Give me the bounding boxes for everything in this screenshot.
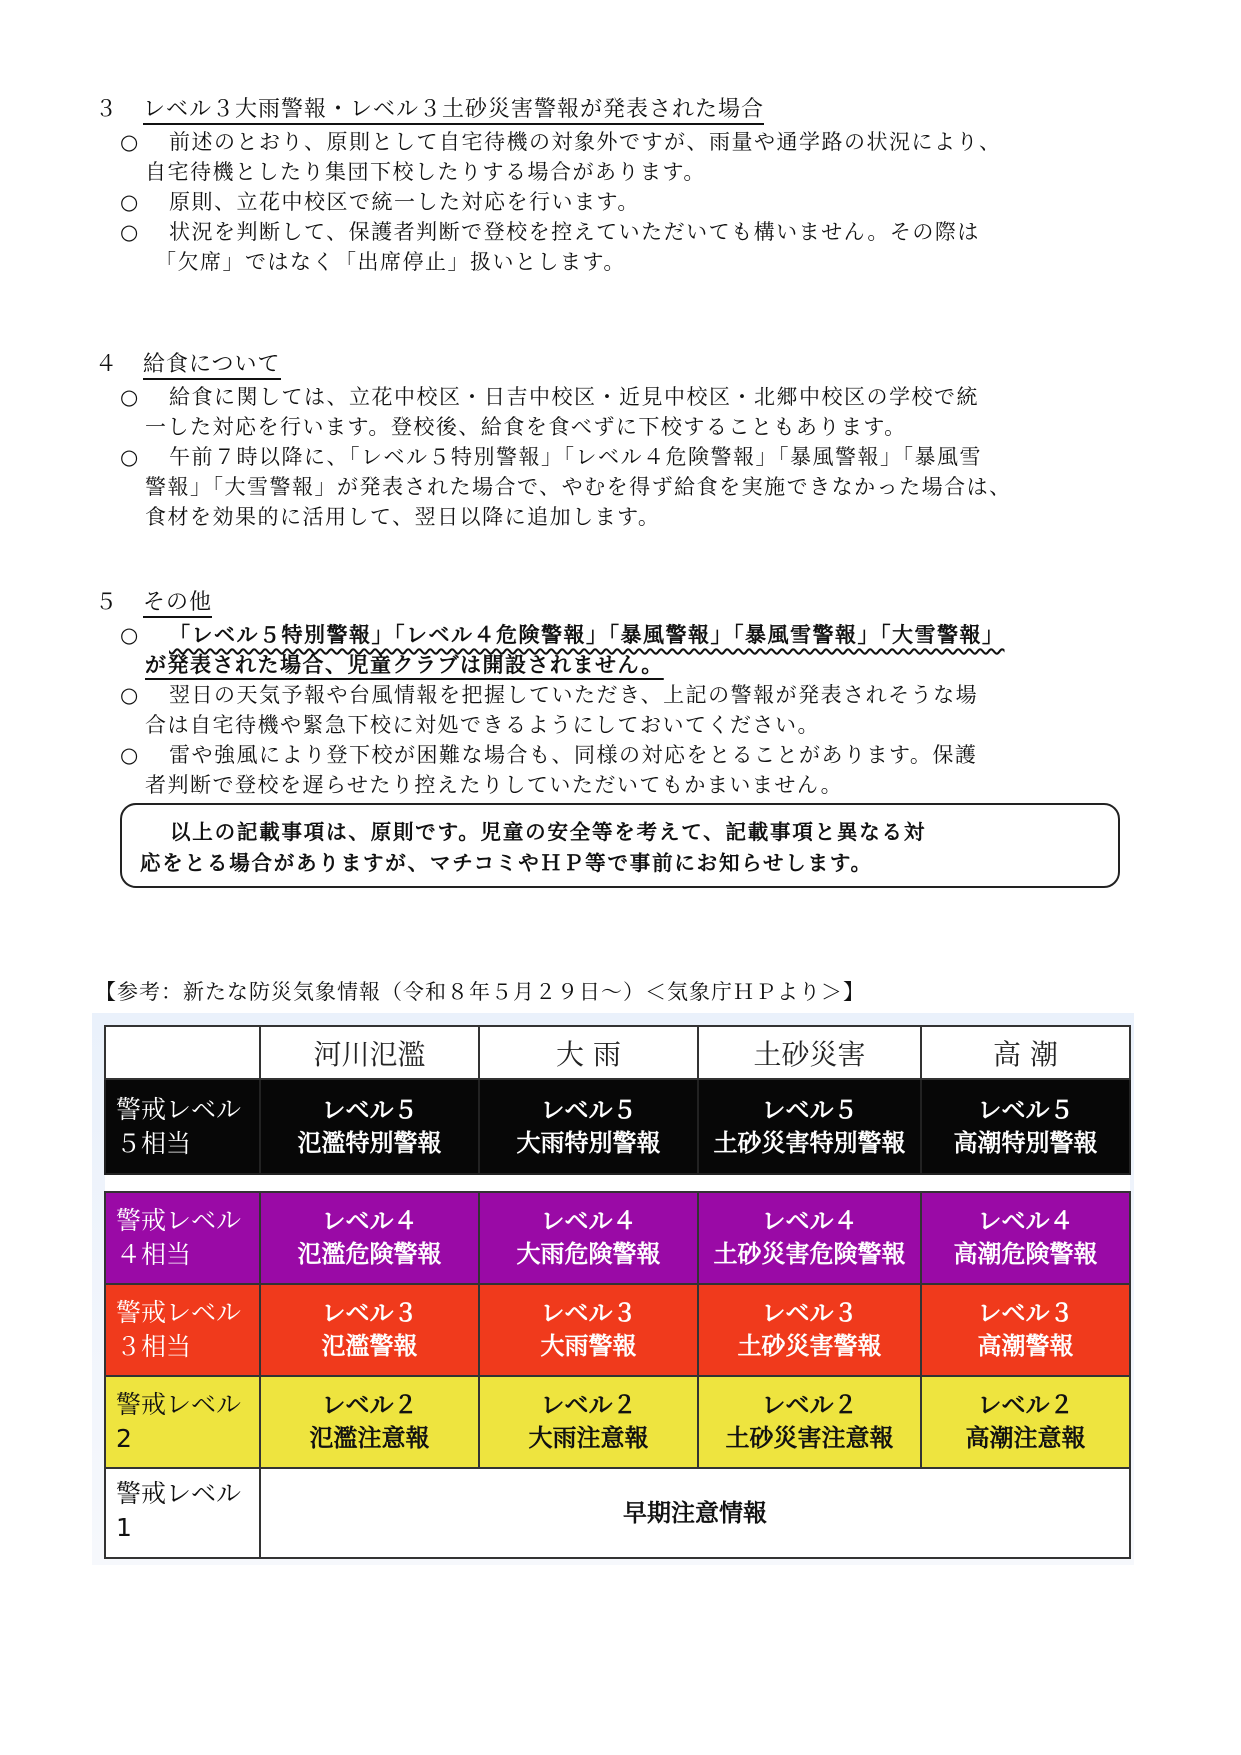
cell-name: 土砂災害警報	[737, 1332, 882, 1360]
section-heading	[95, 588, 1155, 618]
list-item	[95, 620, 1155, 680]
item-line: 「レベル５特別警報」「レベル４危険警報」「暴風警報」「暴風雪警報」「大雪警報」	[169, 622, 1005, 647]
cell-name: 氾濫危険警報	[297, 1240, 442, 1268]
header-cell	[105, 1026, 260, 1079]
section-title: レベル３大雨警報・レベル３土砂災害警報が発表された場合	[143, 97, 764, 125]
table-cell	[698, 1284, 921, 1376]
cell-level: レベル３	[977, 1299, 1074, 1327]
item-line: 前述のとおり、原則として自宅待機の対象外ですが、雨量や通学路の状況により、	[169, 130, 1002, 154]
list-item	[95, 442, 1155, 532]
cell-name: 高潮警報	[977, 1332, 1074, 1360]
header-cell: 高 潮	[921, 1026, 1130, 1079]
table-spacer-row	[105, 1174, 1130, 1192]
cell-level: レベル２	[977, 1391, 1074, 1419]
list-item	[95, 680, 1155, 740]
cell-level: レベル３	[321, 1299, 418, 1327]
section-title: その他	[143, 590, 212, 618]
table-cell	[260, 1079, 479, 1174]
level-sub: 1	[116, 1513, 132, 1542]
cell-name: 氾濫警報	[321, 1332, 418, 1360]
table-cell	[921, 1376, 1130, 1468]
reference-title: 【参考：新たな防災気象情報（令和８年５月２９日～）＜気象庁ＨＰより＞】	[95, 980, 865, 1004]
section-heading	[95, 350, 1155, 380]
header-cell: 河川氾濫	[260, 1026, 479, 1079]
cell-level: レベル５	[540, 1095, 637, 1124]
cell-level: レベル４	[977, 1207, 1074, 1235]
table-cell	[479, 1376, 698, 1468]
table-cell	[698, 1192, 921, 1284]
item-line: 原則、立花中校区で統一した対応を行います。	[169, 190, 640, 214]
cell-level: レベル４	[761, 1207, 858, 1235]
list-item	[95, 187, 1155, 217]
level-label-cell	[105, 1079, 260, 1174]
level-label: 警戒レベル	[116, 1206, 242, 1235]
table-row	[105, 1192, 1130, 1284]
cell-name: 大雨警報	[540, 1332, 637, 1360]
table-cell	[260, 1376, 479, 1468]
item-line: 給食に関しては、立花中校区・日吉中校区・近見中校区・北郷中校区の学校で統	[169, 385, 979, 409]
table-cell	[260, 1192, 479, 1284]
cell-name: 高潮注意報	[965, 1424, 1086, 1452]
cell-level: レベル５	[977, 1095, 1074, 1124]
cell-level: レベル４	[321, 1207, 418, 1235]
bullet-icon: ○	[120, 683, 140, 707]
table-row	[105, 1468, 1130, 1558]
level-sub: ４相当	[116, 1240, 192, 1269]
table-cell	[921, 1079, 1130, 1174]
section-number: ４	[95, 352, 119, 377]
item-line: 雷や強風により登下校が困難な場合も、同様の対応をとることがあります。保護	[169, 743, 978, 767]
section-title: 給食について	[143, 352, 281, 380]
level-sub: ５相当	[116, 1128, 192, 1158]
bullet-icon: ○	[120, 445, 140, 469]
list-item	[95, 127, 1155, 187]
table-row	[105, 1376, 1130, 1468]
table-cell	[479, 1192, 698, 1284]
level-label-cell	[105, 1468, 260, 1558]
cell-name: 高潮特別警報	[953, 1128, 1098, 1157]
level-label: 警戒レベル	[116, 1390, 242, 1419]
warning-level-table-image	[92, 1013, 1134, 1565]
table-cell	[260, 1284, 479, 1376]
notice-box	[120, 803, 1120, 888]
level-sub: 2	[116, 1424, 132, 1453]
item-line: 者判断で登校を遅らせたり控えたりしていただいてもかまいません。	[145, 773, 844, 797]
item-line: 警報」「大雪警報」が発表された場合で、やむを得ず給食を実施できなかった場合は、	[145, 475, 1012, 499]
table-cell	[921, 1192, 1130, 1284]
item-line: が発表された場合、児童クラブは開設されません。	[145, 652, 664, 677]
item-line: 午前７時以降に、「レベル５特別警報」「レベル４危険警報」「暴風警報」「暴風雪	[169, 445, 982, 469]
cell-level: レベル４	[540, 1207, 637, 1235]
cell-level: レベル２	[540, 1391, 637, 1419]
header-cell: 土砂災害	[698, 1026, 921, 1079]
cell-level: レベル２	[761, 1391, 858, 1419]
list-item	[95, 217, 1155, 277]
item-line: 翌日の天気予報や台風情報を把握していただき、上記の警報が発表されそうな場	[169, 683, 979, 707]
table-row	[105, 1079, 1130, 1174]
cell-level: レベル３	[540, 1299, 637, 1327]
cell-name: 氾濫特別警報	[297, 1128, 442, 1157]
level-label: 警戒レベル	[116, 1479, 242, 1508]
cell-name: 土砂災害危険警報	[713, 1240, 906, 1268]
warning-level-table	[104, 1025, 1131, 1559]
section-4	[95, 350, 1155, 532]
cell-name: 高潮危険警報	[953, 1240, 1098, 1268]
cell-name: 氾濫注意報	[309, 1424, 430, 1452]
level-label: 警戒レベル	[116, 1094, 242, 1124]
level-label-cell	[105, 1192, 260, 1284]
list-item	[95, 382, 1155, 442]
cell-name: 大雨特別警報	[516, 1128, 661, 1157]
cell-name: 大雨危険警報	[516, 1240, 661, 1268]
cell-name: 土砂災害注意報	[725, 1424, 894, 1452]
item-line: 合は自宅待機や緊急下校に対処できるようにしておいてください。	[145, 713, 820, 737]
section-number: ３	[95, 97, 119, 122]
section-number: ５	[95, 590, 119, 615]
section-heading	[95, 95, 1155, 125]
table-cell	[698, 1079, 921, 1174]
item-line: 状況を判断して、保護者判断で登校を控えていただいても構いません。その際は	[169, 220, 980, 244]
header-cell: 大 雨	[479, 1026, 698, 1079]
section-3	[95, 95, 1155, 277]
cell-level: レベル５	[321, 1095, 418, 1124]
table-cell	[479, 1079, 698, 1174]
item-line: 食材を効果的に活用して、翌日以降に追加します。	[145, 505, 661, 529]
cell-level: レベル５	[761, 1095, 858, 1124]
table-cell	[921, 1284, 1130, 1376]
bullet-icon: ○	[120, 743, 140, 767]
bullet-icon: ○	[120, 623, 140, 647]
level-label-cell	[105, 1376, 260, 1468]
item-line: 自宅待機としたり集団下校したりする場合があります。	[145, 160, 706, 184]
table-cell	[479, 1284, 698, 1376]
notice-line: 以上の記載事項は、原則です。児童の安全等を考えて、記載事項と異なる対	[170, 820, 927, 844]
cell-name: 土砂災害特別警報	[713, 1128, 906, 1157]
cell-level: レベル２	[321, 1391, 418, 1419]
level-label: 警戒レベル	[116, 1298, 242, 1327]
table-row	[105, 1284, 1130, 1376]
bullet-icon: ○	[120, 190, 140, 214]
level-sub: ３相当	[116, 1332, 192, 1361]
table-cell	[698, 1376, 921, 1468]
item-line: 「欠席」ではなく「出席停止」扱いとします。	[155, 250, 626, 274]
cell-name: 大雨注意報	[528, 1424, 649, 1452]
bullet-icon: ○	[120, 220, 140, 244]
item-line: 一した対応を行います。登校後、給食を食べずに下校することもあります。	[145, 415, 907, 439]
table-header-row	[105, 1026, 1130, 1079]
list-item	[95, 740, 1155, 800]
spacer-cell	[105, 1174, 1130, 1192]
cell-level: レベル３	[761, 1299, 858, 1327]
notice-line: 応をとる場合がありますが、マチコミやＨＰ等で事前にお知らせします。	[140, 851, 873, 875]
level-label-cell	[105, 1284, 260, 1376]
section-5	[95, 588, 1155, 800]
table-cell-merged: 早期注意情報	[260, 1468, 1130, 1558]
bullet-icon: ○	[120, 130, 140, 154]
bullet-icon: ○	[120, 385, 140, 409]
